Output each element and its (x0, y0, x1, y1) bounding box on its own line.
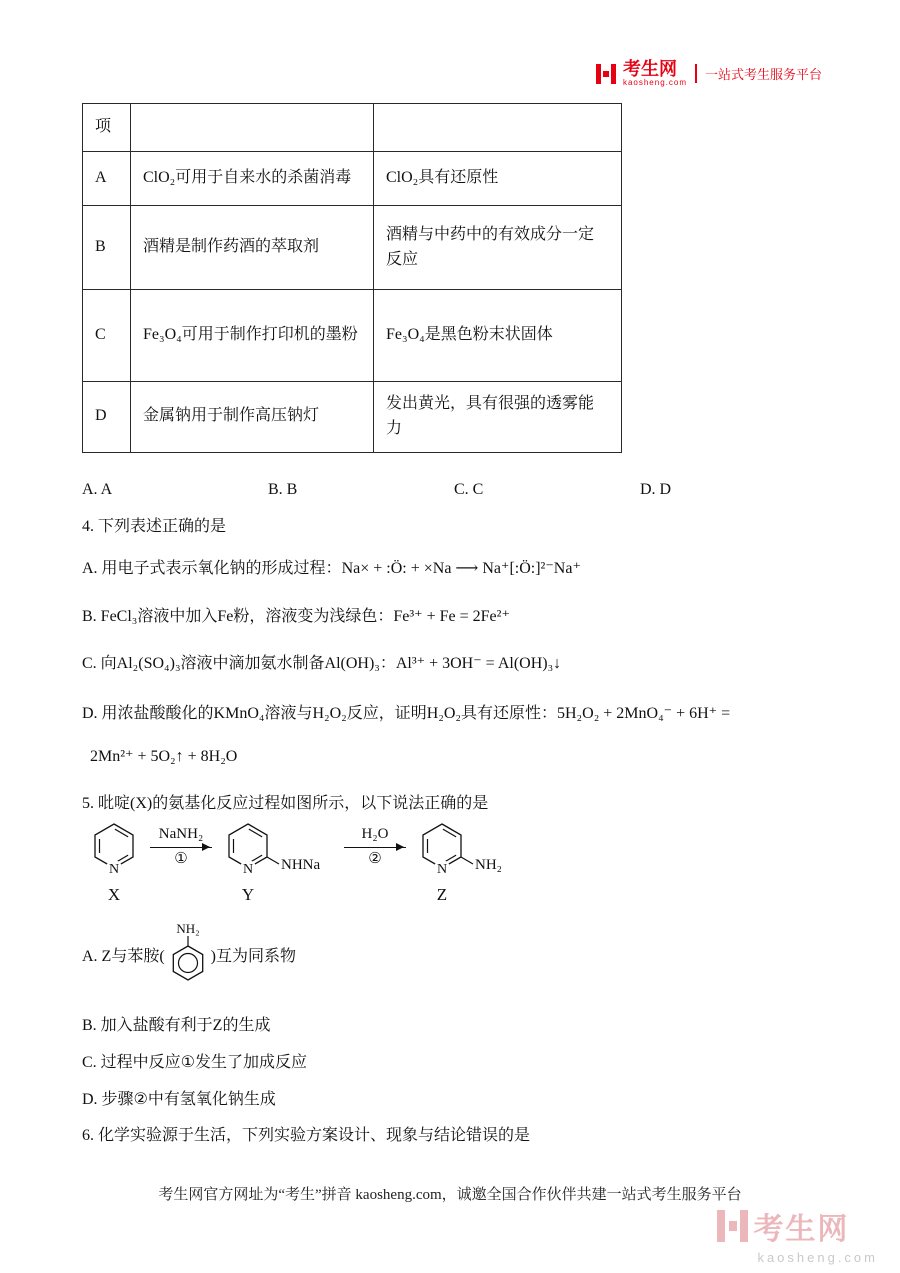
q5-option-a-pre: A. Z与苯胺( (82, 947, 165, 965)
ring-n-label: N (436, 862, 448, 877)
table-row (83, 290, 622, 382)
mol-label-z: Z (436, 885, 448, 904)
table-cell-label: B (83, 206, 131, 290)
table-cell-fact: ClO₂具有还原性 (374, 152, 622, 206)
q4-option-b: B. FeCl₃溶液中加入Fe粉，溶液变为浅绿色：Fe³⁺ + Fe = 2Fe²⁺ (82, 608, 510, 625)
table-cell-label: A (83, 152, 131, 206)
watermark-row (713, 1204, 849, 1248)
step2-number: ② (368, 850, 382, 867)
table-cell-fact: 酒精与中药中的有效成分一定反应 (374, 206, 622, 290)
q5-option-a (82, 918, 296, 990)
substituent-label: NHNa (281, 857, 321, 873)
table-row (83, 152, 622, 206)
watermark-grid-icon (713, 1208, 749, 1244)
table-cell-statement: 酒精是制作药酒的萃取剂 (131, 206, 374, 290)
logo-tagline: 一站式考生服务平台 (695, 64, 822, 83)
question-5-stem: 5. 吡啶(X)的氨基化反应过程如图所示，以下说法正确的是 (82, 795, 489, 812)
reaction-arrow-icon (344, 847, 406, 848)
q5-option-a-post: )互为同系物 (210, 947, 297, 965)
lewis-formula: Na× + :Ö: + ×Na ⟶ Na⁺[:Ö:]²⁻Na⁺ (341, 560, 581, 577)
table-row (83, 104, 622, 152)
answer-choices-row (82, 481, 826, 499)
arrow-step-2 (344, 826, 406, 867)
answer-option-c: C. C (454, 481, 484, 498)
answer-option-d: D. D (640, 481, 672, 498)
reaction-arrow-icon (150, 847, 212, 848)
comparison-table (82, 103, 622, 453)
q4-option-d-line1: D. 用浓盐酸酸化的KMnO₄溶液与H₂O₂反应，证明H₂O₂具有还原性：5H₂O₂ + 2MnO₄⁻ + 6H⁺ = (82, 705, 731, 722)
table-cell-fact (374, 104, 622, 152)
step1-reagent-label: NaNH₂ (158, 826, 204, 842)
pyridine-ring-icon (216, 812, 340, 884)
logo-mark-icon (595, 63, 617, 85)
q4-option-d-line2: 2Mn²⁺ + 5O₂↑ + 8H₂O (90, 748, 238, 765)
mol-label-y: Y (241, 885, 255, 904)
table-cell-statement: ClO₂可用于自来水的杀菌消毒 (131, 152, 374, 206)
table-cell-statement: Fe₃O₄可用于制作打印机的墨粉 (131, 290, 374, 382)
kaosheng-logo (595, 60, 822, 87)
q5-option-d: D. 步骤②中有氢氧化钠生成 (82, 1091, 276, 1108)
ring-n-label: N (242, 862, 254, 877)
q4-option-a-text: A. 用电子式表示氧化钠的形成过程： (82, 560, 342, 577)
q5-option-c: C. 过程中反应①发生了加成反应 (82, 1054, 308, 1071)
table-cell-statement (131, 104, 374, 152)
molecule-z (410, 812, 528, 905)
molecule-x (82, 812, 146, 905)
table-cell-label: D (83, 382, 131, 453)
table-cell-label: C (83, 290, 131, 382)
substituent-label: NH₂ (475, 857, 502, 873)
q4-option-c: C. 向Al₂(SO₄)₃溶液中滴加氨水制备Al(OH)₃：Al³⁺ + 3OH⁻ = Al(OH)₃↓ (82, 655, 562, 672)
table-cell-fact: 发出黄光，具有很强的透雾能力 (374, 382, 622, 453)
step2-reagent-label: H₂O (361, 826, 389, 842)
mol-label-x: X (107, 885, 121, 904)
site-watermark (713, 1204, 878, 1265)
question-6-stem: 6. 化学实验源于生活，下列实验方案设计、现象与结论错误的是 (82, 1127, 531, 1144)
table-cell-fact: Fe₃O₄是黑色粉末状固体 (374, 290, 622, 382)
footer-note: 考生网官方网址为“考生”拼音 kaosheng.com，诚邀全国合作伙伴共建一站式考生服务平台 (158, 1187, 742, 1203)
aniline-structure-icon (165, 921, 211, 987)
question-4-stem: 4. 下列表述正确的是 (82, 518, 227, 535)
q5-option-b: B. 加入盐酸有利于Z的生成 (82, 1017, 271, 1034)
logo-brand: 考生网 (622, 59, 677, 79)
table-row (83, 382, 622, 453)
watermark-brand: 考生网 (753, 1213, 850, 1246)
logo-text-block (623, 60, 687, 87)
reaction-scheme (82, 812, 528, 905)
table-row (83, 206, 622, 290)
q4-option-a (82, 555, 581, 578)
table-cell-statement: 金属钠用于制作高压钠灯 (131, 382, 374, 453)
arrow-step-1 (150, 826, 212, 867)
answer-option-a: A. A (82, 481, 113, 498)
ring-n-label: N (108, 862, 120, 877)
logo-domain: kaosheng.com (622, 77, 687, 87)
step1-number: ① (174, 850, 188, 867)
answer-option-b: B. B (268, 481, 298, 498)
watermark-domain: kaosheng.com (757, 1250, 878, 1265)
pyridine-ring-icon (82, 812, 146, 884)
pyridine-ring-icon (410, 812, 528, 884)
table-cell-label: 项 (83, 104, 131, 152)
molecule-y (216, 812, 340, 905)
aniline-nh2-label: NH₂ (176, 921, 200, 936)
